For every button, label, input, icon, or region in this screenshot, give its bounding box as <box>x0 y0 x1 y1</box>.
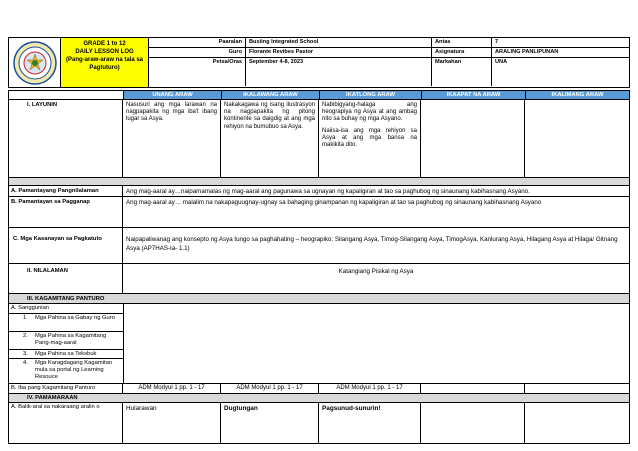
date-value: September 4-8, 2023 <box>245 57 431 86</box>
sanggunian-label <box>9 303 123 313</box>
sanggunian-label-text: A. Sanggunian <box>11 305 50 311</box>
title-line-dll: DAILY LESSON LOG <box>75 49 134 55</box>
day-header-5: IKALIMANG ARAW <box>525 91 629 99</box>
iba-day3: ADM Modyul 1 pp. 1 - 17 <box>319 384 421 393</box>
nilalaman-text: Katangiang Pisikal ng Asya <box>338 268 414 275</box>
balik-day1: Hularawan <box>123 403 221 444</box>
separator-row-1 <box>9 177 629 185</box>
quarter-value: UNA <box>491 57 629 86</box>
sanggunian-item-1 <box>9 313 123 331</box>
sanggunian-item-3 <box>9 349 123 358</box>
sanggunian-item-3-text: Mga Pahina sa Teksbuk <box>35 351 97 357</box>
pagganap-text: Ang mag-aaral ay… malalim na nakapaguugnay-ugnay sa bahaging ginampanan ng kapaligiran at tao sa paghubog ng sinaunang kabihasnang Asyano <box>126 199 542 206</box>
subject-label: Asignatura <box>431 47 491 57</box>
subject-value: ARALING PANLIPUNAN <box>491 47 629 57</box>
iba-day4 <box>421 384 525 393</box>
layunin-label-text: I. LAYUNIN <box>27 102 58 108</box>
kasanayan-label: C. Mga Kasanayan sa Pagkatuto <box>9 228 123 263</box>
nilalaman-label-text: II. NILALAMAN <box>27 268 68 274</box>
header-table <box>8 37 630 88</box>
log-title <box>61 38 149 87</box>
pamamaraan-label <box>9 394 123 402</box>
nilalaman-label <box>9 264 123 293</box>
sanggunian-block <box>9 303 629 383</box>
layunin-label <box>9 100 123 177</box>
deped-seal-icon <box>13 41 57 85</box>
logo-cell <box>9 38 61 87</box>
layunin-row <box>9 99 629 177</box>
grade-label: Antas <box>431 37 491 47</box>
nilalaman-row <box>9 263 629 293</box>
pamamaraan-label-text: IV. PAMAMARAAN <box>27 395 78 401</box>
balik-day3: Pagsunud-sunurin! <box>319 403 421 444</box>
balik-day5 <box>525 403 629 444</box>
sanggunian-item-1-text: Mga Pahina sa Gabay ng Guro <box>35 315 115 321</box>
layunin-day4 <box>421 100 525 177</box>
school-label: Paaralan <box>218 39 242 45</box>
pagganap-label: B. Pamantayan sa Pagganap <box>9 197 123 227</box>
pangnilalaman-label: A. Pamantayang Pangnilalaman <box>9 186 123 196</box>
sanggunian-item-2-num: 2. <box>23 333 28 339</box>
iba-row <box>9 383 629 393</box>
sanggunian-item-1-num: 1. <box>23 315 28 321</box>
layunin-day3-a: Nabibigyang-halaga ang heograpiya ng Asya at ang ambag nito sa buhay ng mga Asyano. <box>322 102 417 123</box>
pangnilalaman-row <box>9 185 629 196</box>
day-header-1: UNANG ARAW <box>123 91 221 99</box>
grade-value: 7 <box>491 37 629 47</box>
pagganap-row <box>9 196 629 227</box>
pangnilalaman-text: Ang mag-aaral ay…naipamamalas ng mag-aaral ang pagunawa sa ugnayan ng kapaligiran at tao sa paghubog ng sinaunang kabihasnang Asyano. <box>126 188 530 195</box>
title-line-pagtuturo: Pagtuturo) <box>89 65 120 71</box>
layunin-day5 <box>525 100 629 177</box>
kasanayan-text: Naipapaliwanag ang konsepto ng Asya tungo sa paghahating – heograpiko: Silangang Asya, Timog-Silangang Asya, TimogAsya, Kanlurang Asya, Hilagang Asya at Hilaga/ Gitnang Asya (AP7HAS-Ia- 1.1) <box>126 236 618 252</box>
sanggunian-divider <box>123 304 124 384</box>
sanggunian-item-4 <box>9 358 123 384</box>
lesson-table <box>8 90 630 444</box>
day-header-3: IKATLONG ARAW <box>319 91 421 99</box>
iba-day2: ADM Modyul 1 pp. 1 - 17 <box>221 384 319 393</box>
balik-row <box>9 402 629 444</box>
title-line-pang-araw: (Pang-araw-araw na tala sa <box>65 57 144 63</box>
balik-day2: Dugtungan <box>221 403 319 444</box>
kagamitan-row <box>9 293 629 303</box>
sanggunian-item-4-num: 4. <box>23 360 28 366</box>
kagamitan-label-text: III. KAGAMITANG PANTURO <box>27 296 105 302</box>
sanggunian-item-2-text: Mga Pahina sa Kagamitang Pang-mag-aaral <box>35 333 107 346</box>
iba-day5 <box>525 384 629 393</box>
sanggunian-item-2 <box>9 331 123 349</box>
iba-label: B. Iba pang Kagamitang Panturo <box>9 384 123 393</box>
pamamaraan-row <box>9 393 629 402</box>
title-line-grade: GRADE 1 to 12 <box>83 41 126 47</box>
balik-day4 <box>421 403 525 444</box>
quarter-label: Markahan <box>431 57 491 86</box>
header-row-date <box>149 58 629 87</box>
balik-label: A. Balik-aral sa nakaraang aralin o <box>9 403 123 444</box>
day-header-2: IKALAWANG ARAW <box>221 91 319 99</box>
teacher-value: Florante Revibes Pastor <box>245 47 431 57</box>
date-label: Petsa/Oras <box>212 59 242 65</box>
layunin-day3-b: Naiisa-isa ang mga rehiyon sa Asya at ang mga bansa na makikita dito. <box>322 127 417 148</box>
layunin-day1: Nasusuri ang mga larawan na nagpapakita ng mga iba't ibang lugar sa Asya. <box>123 100 221 177</box>
layunin-day2: Nakakagawa ng isang ilustrasyon na nagpapakita ng pitong kontinente sa daigdig at ang mga rehiyon na bumubuo sa Asya. <box>221 100 319 177</box>
layunin-day3 <box>319 100 421 177</box>
kasanayan-row <box>9 227 629 263</box>
school-value: Busiing Integrated School <box>245 37 431 47</box>
teacher-label: Guro <box>228 49 242 55</box>
kagamitan-label <box>9 294 123 303</box>
day-header-4: IKAAPAT NA ARAW <box>421 91 525 99</box>
iba-day1: ADM Modyul 1 pp. 1 - 17 <box>123 384 221 393</box>
sanggunian-item-4-text: Mga Karagdagang Kagamitan mula sa portal ng Learning Resouce <box>35 360 113 380</box>
sanggunian-item-3-num: 3. <box>23 351 28 357</box>
